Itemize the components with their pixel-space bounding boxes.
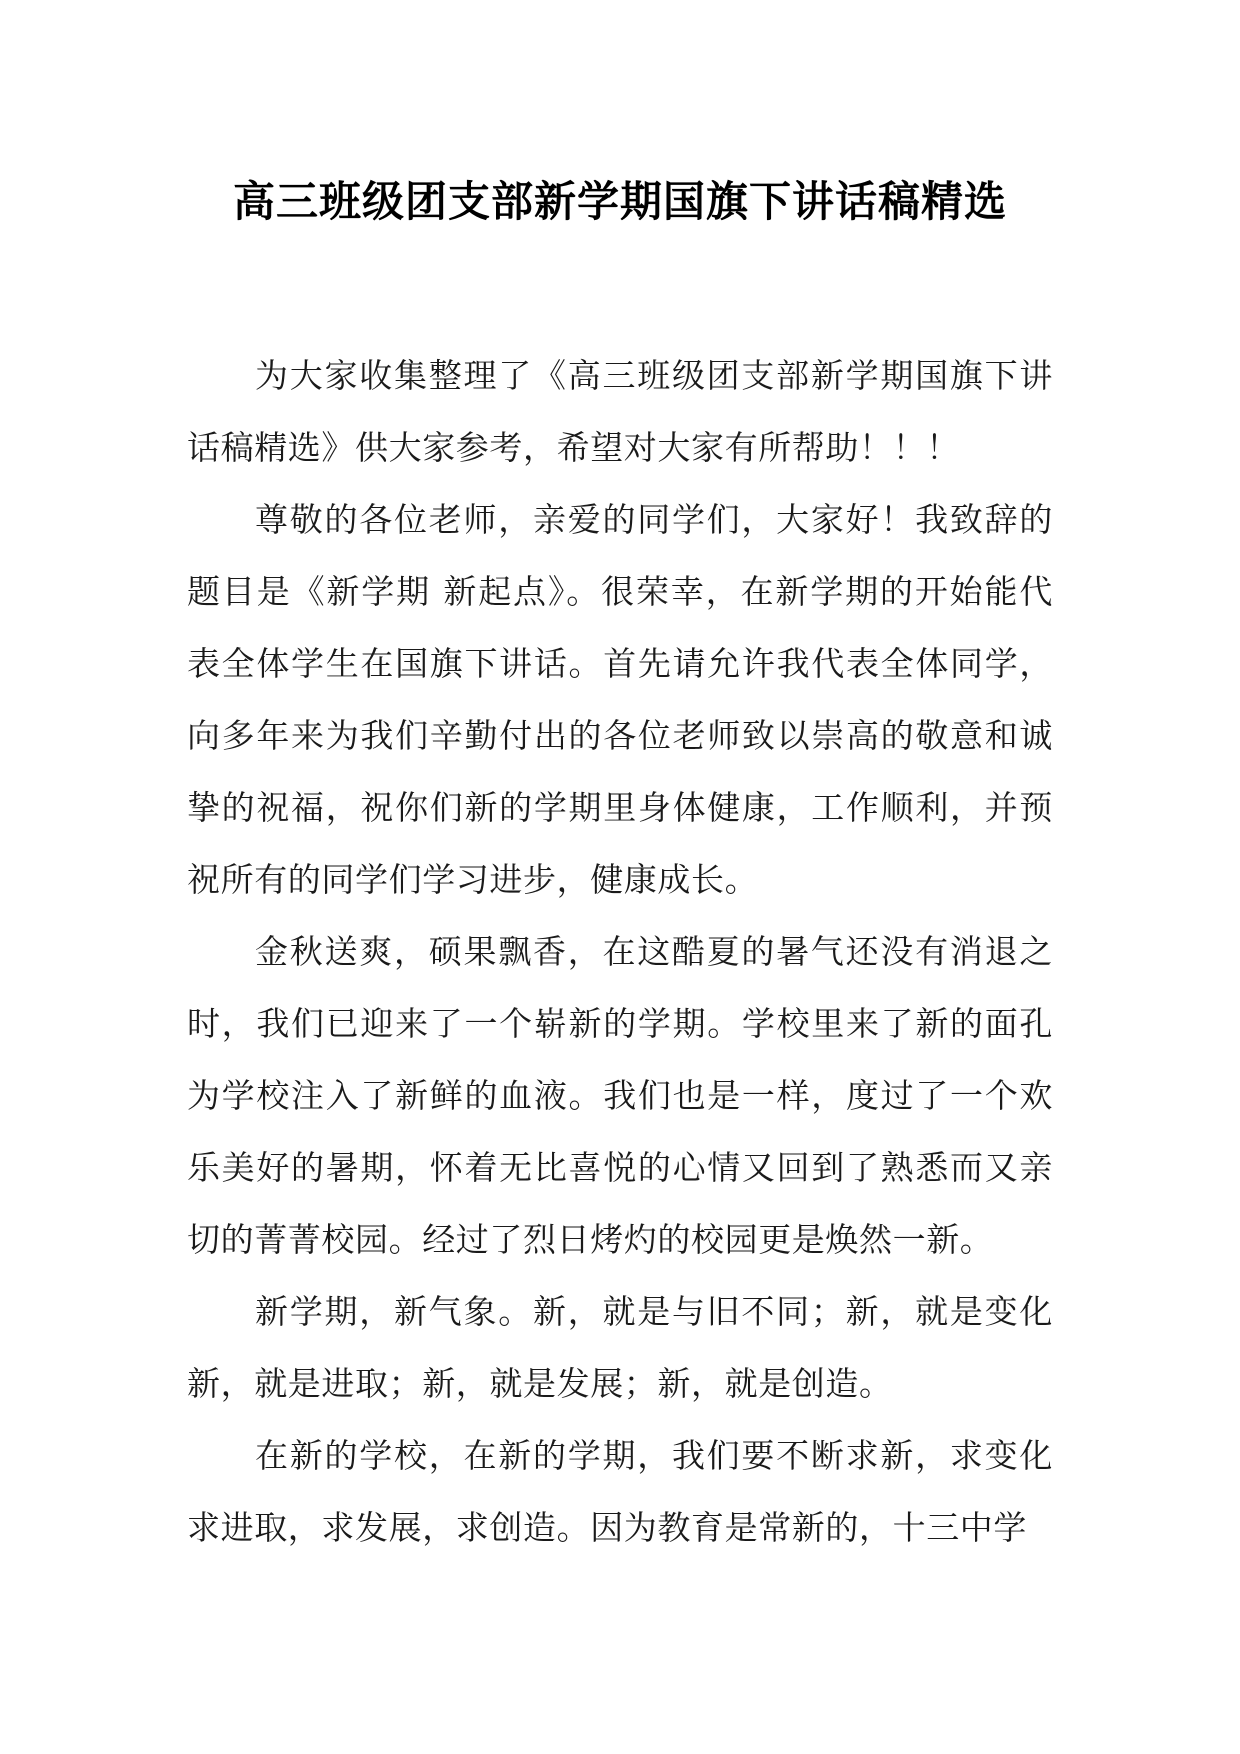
paragraph-autumn: 金秋送爽，硕果飘香，在这酷夏的暑气还没有消退之时，我们已迎来了一个崭新的学期。学校里来了新的面孔为学校注入了新鲜的血液。我们也是一样，度过了一个欢乐美好的暑期，怀着无比喜悦的心情又回到了熟悉而又亲切的菁菁校园。经过了烈日烤灼的校园更是焕然一新。 [187,932,1053,1259]
document-body [187,340,1053,1564]
paragraph-new-school: 在新的学校，在新的学期，我们要不断求新，求变化求进取，求发展，求创造。因为教育是常新的，十三中学 [187,1436,1053,1547]
paragraph-greeting: 尊敬的各位老师，亲爱的同学们，大家好！我致辞的题目是《新学期 新起点》。很荣幸，在新学期的开始能代表全体学生在国旗下讲话。首先请允许我代表全体同学，向多年来为我们辛勤付出的各位老师致以崇高的敬意和诚挚的祝福，祝你们新的学期里身体健康，工作顺利，并预祝所有的同学们学习进步，健康成长。 [187,500,1053,899]
paragraph-new-semester: 新学期，新气象。新，就是与旧不同；新，就是变化新，就是进取；新，就是发展；新，就是创造。 [187,1292,1053,1403]
document-title: 高三班级团支部新学期国旗下讲话稿精选 [232,177,1007,226]
paragraph-intro: 为大家收集整理了《高三班级团支部新学期国旗下讲话稿精选》供大家参考，希望对大家有所帮助！！！ [187,356,1053,467]
